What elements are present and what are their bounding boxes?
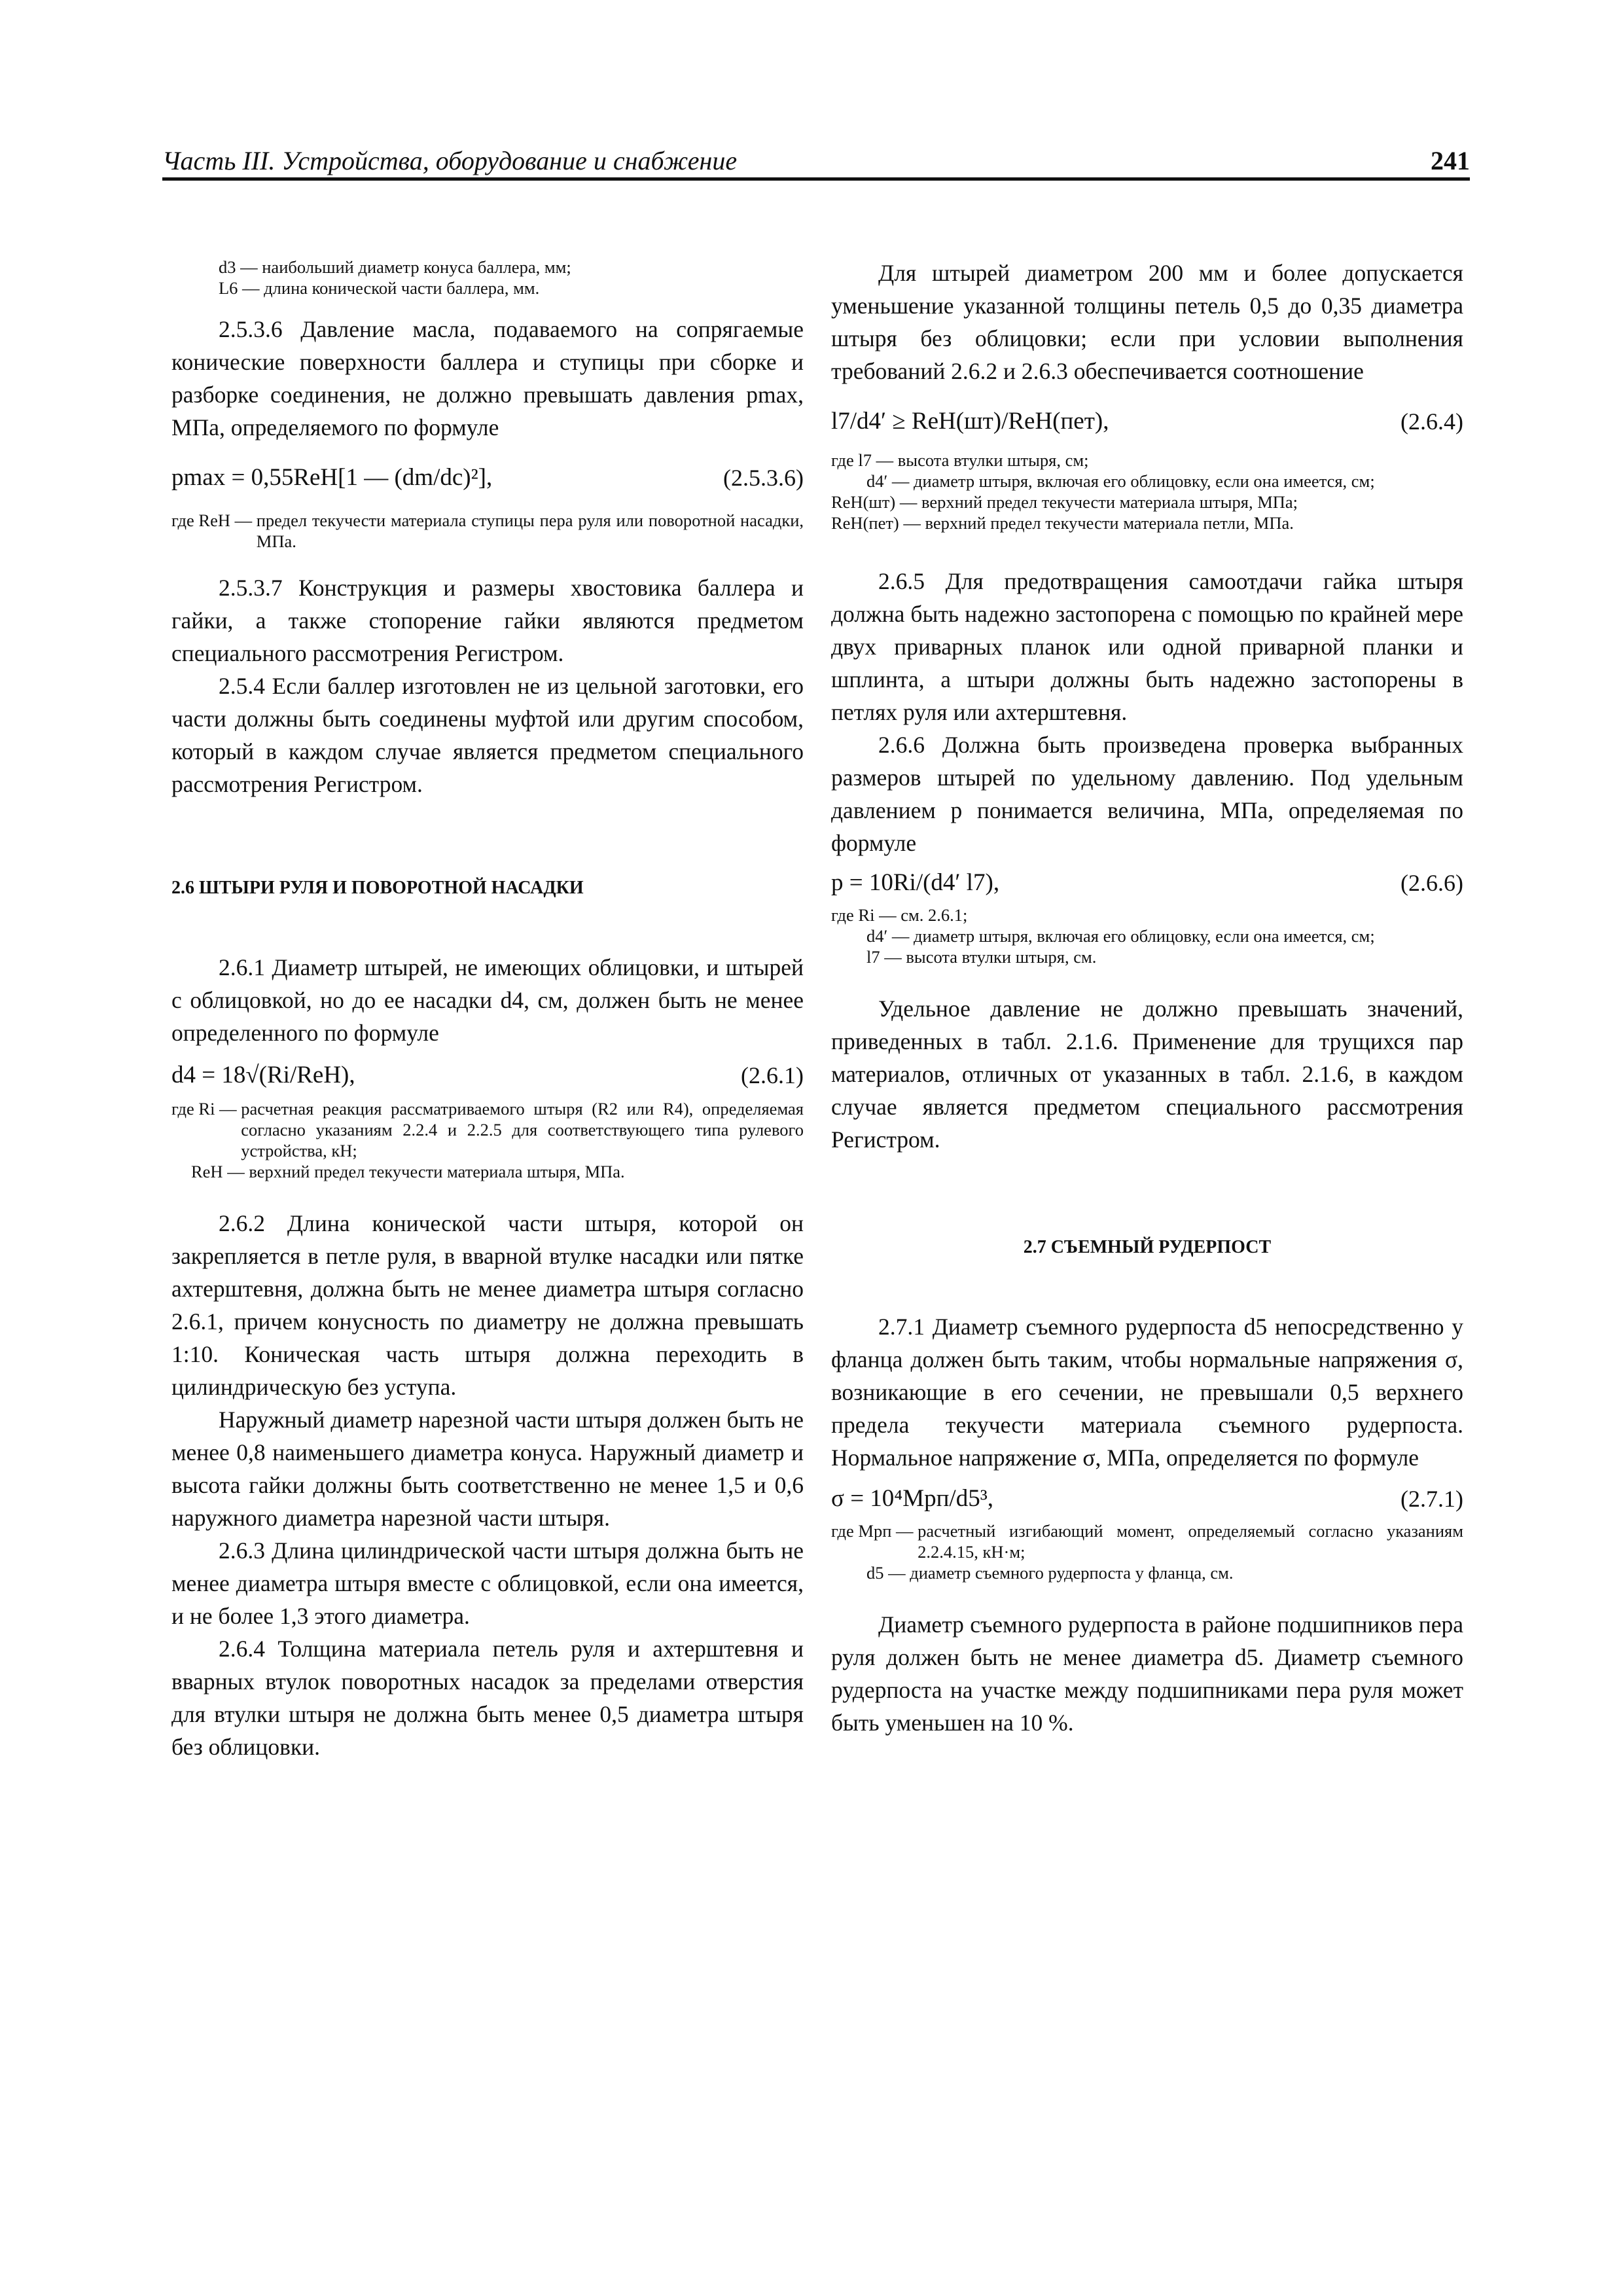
paragraph-271: 2.7.1 Диаметр съемного рудерпоста d5 непосредственно у фланца должен быть таким, чтобы нормальные напряжения σ, возникающие в его сечении, не превышали 0,5 верхнего предела текучести материала съемного рудерпоста. Нормальное напряжение σ, МПа, определяется по формуле [831,1314,1463,1471]
header-rule [162,177,1470,181]
right-column [831,257,1463,1739]
def-row [171,1098,804,1161]
paragraph-262: 2.6.2 Длина конической части штыря, которой он закрепляется в петле руля, в вварной втулке насадки или пятке ахтерштевня, должна быть не менее диаметра штыря согласно 2.6.1, причем конусность по диаметру не должна превышать 1:10. Коническая часть штыря должна переходить в цилиндрическую без уступа. [171,1210,804,1400]
def-row [831,946,1463,967]
formula-271 [831,1484,1463,1513]
defs-261 [171,1098,804,1182]
def-row [831,1520,1463,1562]
paragraph-263: 2.6.3 Длина цилиндрической части штыря должна быть не менее диаметра штыря вместе с облицовкой, если она имеется, и не более 1,3 этого диаметра. [171,1537,804,1629]
defs-top [171,257,804,298]
defs-266 [831,905,1463,967]
formula-text: d4 = 18√(Ri/ReH), [171,1062,355,1088]
paragraph-261: 2.6.1 Диаметр штырей, не имеющих облицовки, и штырей с облицовкой, но до ее насадки d4, см, должен быть не менее определенного по формуле [171,954,804,1046]
formula-264 [831,407,1463,435]
def-text: верхний предел текучести материала петли, МПа. [925,513,1294,533]
def-term: где Ri — [171,1099,237,1119]
def-text: высота втулки штыря, см; [897,450,1089,470]
formula-number: (2.6.6) [1400,869,1463,896]
def-term: где Mрп — [831,1521,914,1541]
formula-text: σ = 10⁴Mрп/d5³, [831,1485,994,1512]
formula-number: (2.6.4) [1400,408,1463,435]
formula-number: (2.7.1) [1400,1485,1463,1512]
page-header [162,145,1470,174]
def-term: l7 — [866,947,902,967]
def-text: высота втулки штыря, см. [906,947,1097,967]
paragraph-2536: 2.5.3.6 Давление масла, подаваемого на сопрягаемые конические поверхности баллера и ступицы при сборке и разборке соединения, не должно превышать давления pmax, МПа, определяемого по формуле [171,316,804,440]
paragraph-264b: Для штырей диаметром 200 мм и более допускается уменьшение указанной толщины петель 0,5 до 0,35 диаметра штыря без облицовки; если при условии выполнения требований 2.6.2 и 2.6.3 обеспечивается соотношение [831,260,1463,384]
def-row [831,471,1463,492]
left-column [171,257,804,1763]
def-text: предел текучести материала ступицы пера руля или поворотной насадки, МПа. [256,511,804,551]
def-text: расчетный изгибающий момент, определяемый согласно указаниям 2.2.4.15, кН·м; [918,1521,1463,1562]
paragraph-266: 2.6.6 Должна быть произведена проверка выбранных размеров штырей по удельному давлению. Под удельным давлением p понимается величина, МПа, определяемая по формуле [831,732,1463,856]
def-line: d3 — наибольший диаметр конуса баллера, мм; [219,257,571,277]
def-term: где ReH — [171,511,253,530]
paragraph-265: 2.6.5 Для предотвращения самоотдачи гайка штыря должна быть надежно застопорена с помощью по крайней мере двух приварных планок или одной приварной планки и шплинта, а штыри должны быть надежно застопорены в петлях руля или ахтерштевня. [831,568,1463,725]
formula-text: pmax = 0,55ReH[1 — (dm/dc)²], [171,464,493,491]
defs-271 [831,1520,1463,1583]
def-row [831,512,1463,533]
def-term: где Ri — [831,905,897,925]
formula-2536 [171,463,804,492]
def-row [831,450,1463,471]
paragraph-262b: Наружный диаметр нарезной части штыря должен быть не менее 0,8 наименьшего диаметра конуса. Наружный диаметр и высота гайки должны быть соответственно не менее 1,5 и 0,6 наружного диаметра нарезной части штыря. [171,1407,804,1531]
paragraph-266b: Удельное давление не должно превышать значений, приведенных в табл. 2.1.6. Применение для трущихся пар материалов, отличных от указанных в табл. 2.1.6, в каждом случае является предметом специального рассмотрения Регистром. [831,996,1463,1153]
def-term: ReH(шт) — [831,492,918,512]
def-text: диаметр штыря, включая его облицовку, если она имеется, см; [914,471,1375,491]
header-title: Часть III. Устройства, оборудование и снабжение [162,146,738,175]
def-row [831,492,1463,512]
def-row [831,905,1463,925]
section-heading-26: 2.6 ШТЫРИ РУЛЯ И ПОВОРОТНОЙ НАСАДКИ [171,878,584,898]
def-term: ReH — [191,1162,245,1181]
def-term: d5 — [866,1563,906,1583]
defs-2536 [171,510,804,552]
formula-number: (2.5.3.6) [723,464,804,491]
paragraph-254: 2.5.4 Если баллер изготовлен не из цельной заготовки, его части должны быть соединены муфтой или другим способом, который в каждом случае является предметом специального рассмотрения Регистром. [171,673,804,797]
def-term: d4′ — [866,926,910,946]
def-text: диаметр штыря, включая его облицовку, если она имеется, см; [914,926,1375,946]
def-text: диаметр съемного рудерпоста у фланца, см. [910,1563,1234,1583]
def-row [171,510,804,552]
def-row [171,1161,804,1182]
formula-text: l7/d4′ ≥ ReH(шт)/ReH(пет), [831,408,1109,435]
formula-number: (2.6.1) [741,1062,804,1088]
defs-264 [831,450,1463,533]
def-text: верхний предел текучести материала штыря, МПа. [249,1162,625,1181]
def-term: ReH(пет) — [831,513,921,533]
def-term: где l7 — [831,450,894,470]
paragraph-264: 2.6.4 Толщина материала петель руля и ахтерштевня и вварных втулок поворотных насадок за пределами отверстия для втулки штыря не должна быть менее 0,5 диаметра штыря без облицовки. [171,1636,804,1760]
def-term: d4′ — [866,471,910,491]
formula-261 [171,1061,804,1089]
section-heading-27: 2.7 СЪЕМНЫЙ РУДЕРПОСТ [1023,1237,1272,1257]
formula-text: p = 10Ri/(d4′ l7), [831,869,1000,896]
def-text: расчетная реакция рассматриваемого штыря (R2 или R4), определяемая согласно указаниям 2.2.4 и 2.2.5 для соответствующего типа рулевого устройства, кН; [241,1099,804,1160]
paragraph-2537: 2.5.3.7 Конструкция и размеры хвостовика баллера и гайки, а также стопорение гайки являются предметом специального рассмотрения Регистром. [171,575,804,666]
paragraph-271b: Диаметр съемного рудерпоста в районе подшипников пера руля должен быть не менее диаметра d5. Диаметр съемного рудерпоста на участке между подшипниками пера руля может быть уменьшен на 10 %. [831,1611,1463,1736]
page-number: 241 [1431,146,1470,175]
def-line: L6 — длина конической части баллера, мм. [219,278,540,298]
def-row [831,1562,1463,1583]
formula-266 [831,869,1463,897]
def-text: см. 2.6.1; [901,905,968,925]
def-text: верхний предел текучести материала штыря, МПа; [921,492,1298,512]
def-row [831,925,1463,946]
